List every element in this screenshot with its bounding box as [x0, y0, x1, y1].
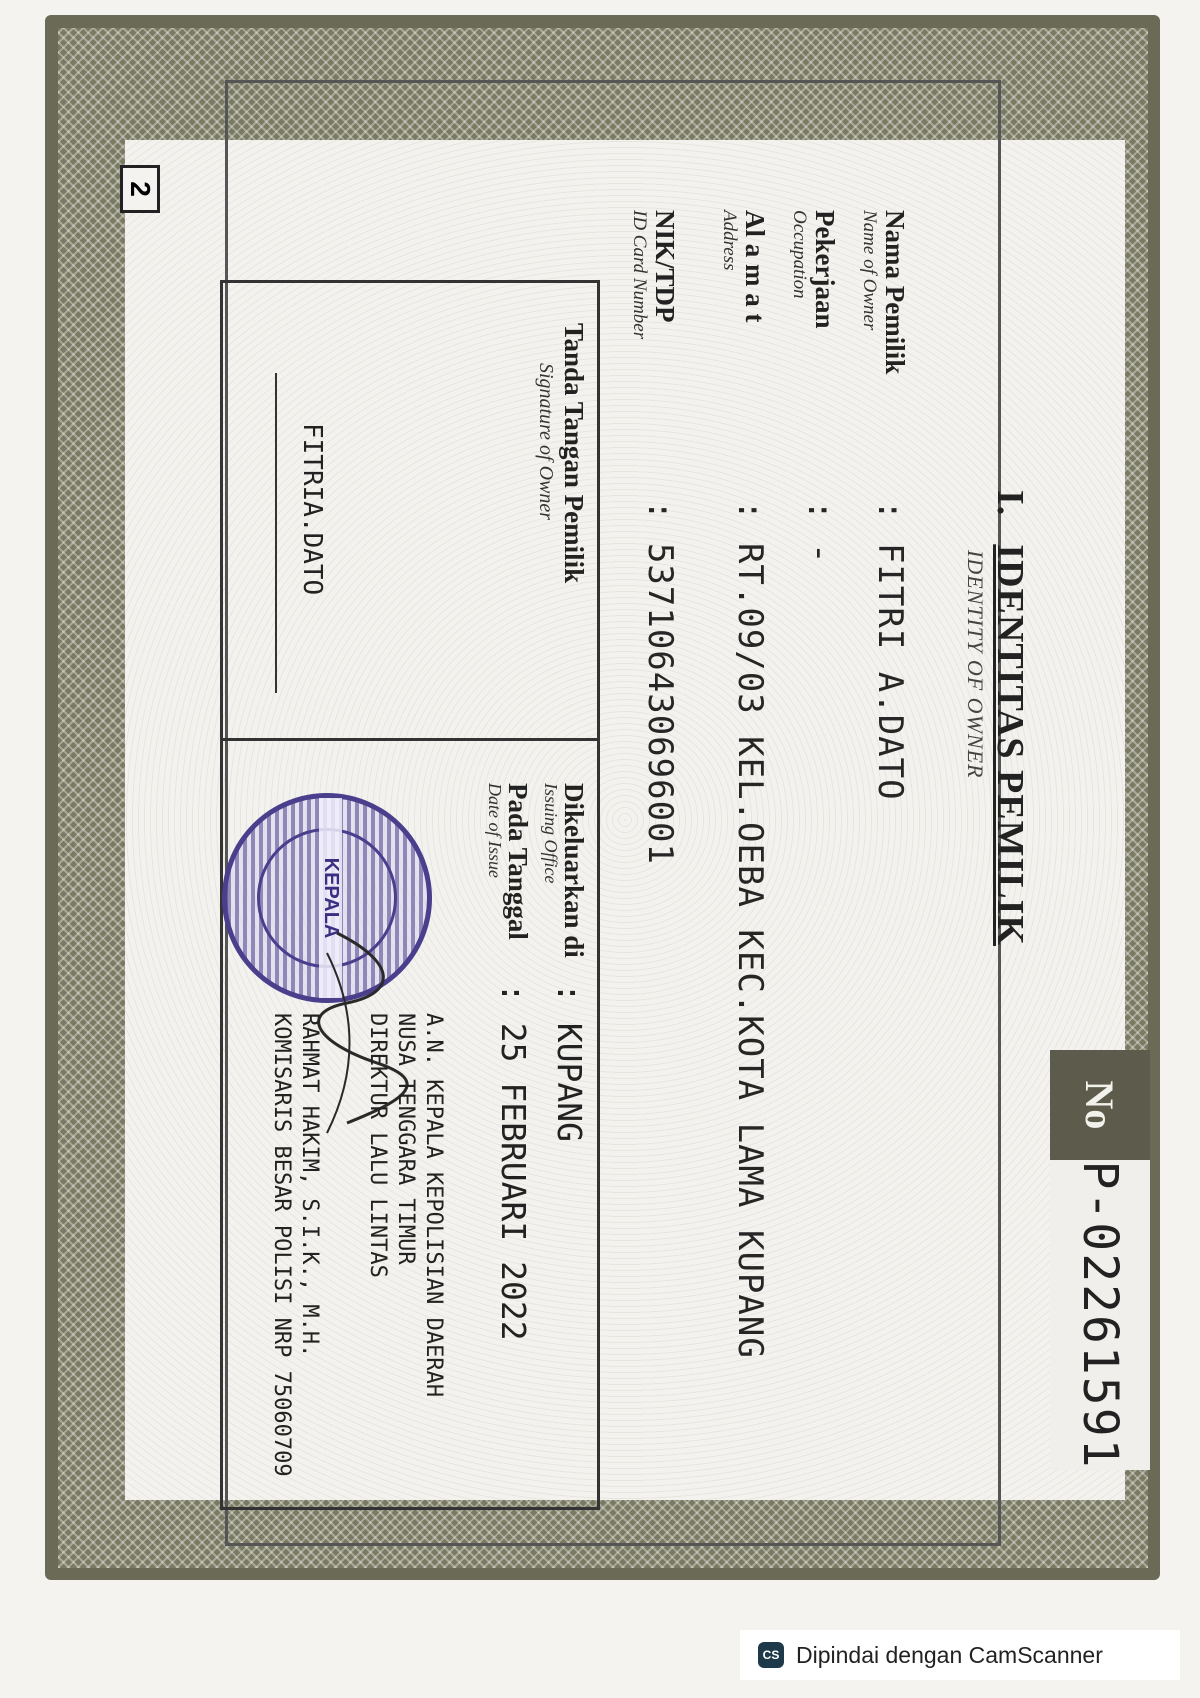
occupation-sub: Occupation — [789, 210, 810, 299]
field-address — [700, 210, 770, 1410]
signature-title: Tanda Tangan Pemilik — [559, 323, 589, 584]
signature-line — [275, 373, 277, 693]
number-label: No — [1050, 1050, 1150, 1160]
section-numeral: I. — [989, 490, 1031, 517]
authority-line-1: A.N. KEPALA KEPOLISIAN DAERAH — [421, 1013, 446, 1398]
name-value: : FITRI A.DATO — [870, 500, 910, 801]
authority-line-4: RAHMAT HAKIM, S.I.K., M.H. — [297, 1013, 322, 1358]
field-nik — [610, 210, 680, 1410]
camscanner-watermark — [740, 1630, 1180, 1680]
section-title: IDENTITAS PEMILIK — [989, 544, 1031, 946]
authority-line-5: KOMISARIS BESAR POLISI NRP 75060709 — [269, 1013, 294, 1477]
office-value: : KUPANG — [550, 983, 589, 1142]
date-label: Pada Tanggal — [503, 783, 533, 940]
section-subtitle: IDENTITY OF OWNER — [963, 550, 988, 779]
page-number-box: 2 — [120, 165, 160, 213]
date-value: : 25 FEBRUARI 2022 — [494, 983, 533, 1341]
issue-date-row — [477, 783, 533, 1503]
owner-signature-name: FITRIA.DATO — [297, 423, 327, 596]
occupation-value: : - — [800, 500, 840, 565]
address-sub: Address — [719, 210, 740, 271]
seal-text: KEPALA — [319, 798, 342, 998]
document-number-tab — [1050, 1050, 1150, 1470]
issue-info — [477, 783, 589, 1503]
occupation-label: Pekerjaan — [810, 210, 840, 329]
field-occupation — [770, 210, 840, 1410]
camscanner-text: Dipindai dengan CamScanner — [796, 1641, 1103, 1668]
address-label: Al a m a t — [740, 210, 770, 323]
nik-sub: ID Card Number — [629, 210, 650, 340]
name-sub: Name of Owner — [859, 210, 880, 331]
address-value: : RT.09/03 KEL.OEBA KEC.KOTA LAMA KUPANG — [730, 500, 770, 1359]
issue-office-row — [533, 783, 589, 1503]
authority-block — [267, 1013, 447, 1503]
authority-line-3: DIREKTUR LALU LINTAS — [365, 1013, 390, 1278]
camscanner-logo-icon: CS — [758, 1642, 784, 1668]
section-heading — [962, 490, 1032, 1050]
office-sub: Issuing Office — [541, 783, 561, 884]
table-divider — [223, 738, 597, 741]
nik-label: NIK/TDP — [650, 210, 680, 323]
document-content — [120, 150, 1160, 1500]
authority-line-2: NUSA TENGGARA TIMUR — [393, 1013, 418, 1265]
date-sub: Date of Issue — [485, 783, 505, 878]
office-label: Dikeluarkan di — [559, 783, 589, 958]
signature-subtitle: Signature of Owner — [535, 363, 557, 521]
nik-value: : 537106430696001 — [640, 500, 680, 865]
number-value: P-02261591 — [1050, 1160, 1150, 1470]
field-name — [840, 210, 910, 1410]
name-label: Nama Pemilik — [880, 210, 910, 375]
signature-issue-table — [220, 280, 600, 1510]
